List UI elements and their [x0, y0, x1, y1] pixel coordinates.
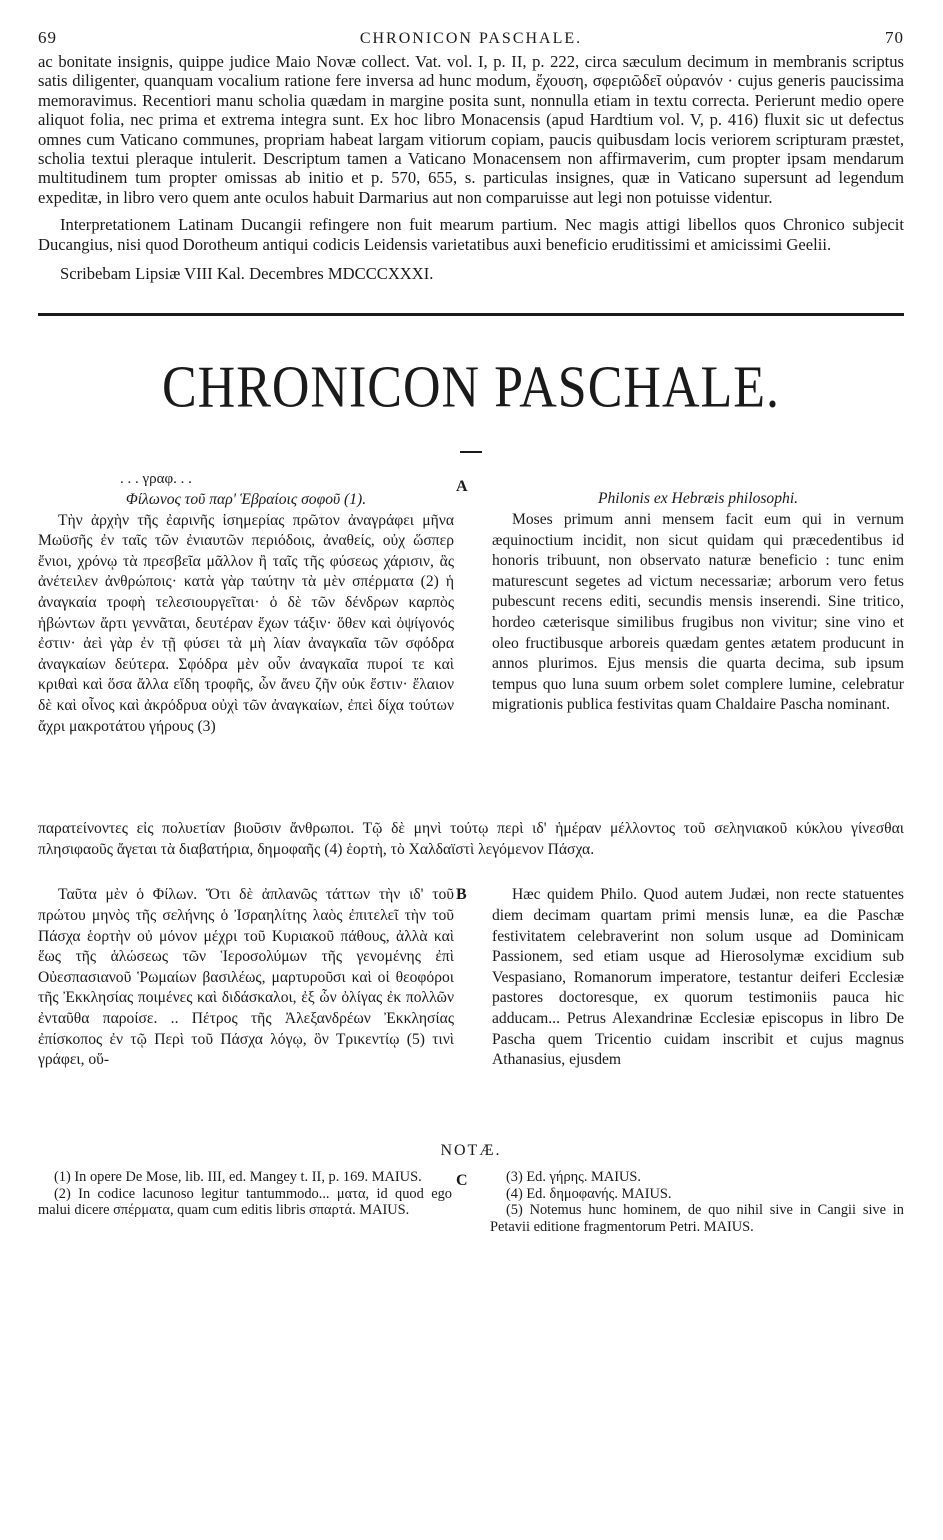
latin-column-top [492, 489, 904, 716]
margin-marker-a: A [456, 478, 468, 496]
latin-paragraph-2: Hæc quidem Philo. Quod autem Judæi, non recte statuentes diem decimam quartam primi mensis lunæ, ea die Paschæ festivitatem celebraverint non solum usque ad Dominicam Passionem, sed etiam usque ad Hierosolymæ excidium sub Vespasiano, Romanorum imperatore, testantur deiferi Ecclesiæ pastores doctoresque, ex quorum testimoniis pauca hic adducam... Petrus Alexandrinæ Ecclesiæ episcopus in libro De Pascha quem Tricentio cuidam inscribit et cujus magnus Athanasius, ejusdem [492, 886, 904, 1069]
notes-left [38, 1169, 452, 1219]
greek-lacuna: . . . γραφ. . . [120, 471, 192, 488]
intro-section [38, 52, 904, 283]
greek-heading: Φίλωνος τοῦ παρ' Ἑβραίοις σοφοῦ (1). [125, 491, 367, 509]
running-header [38, 28, 904, 52]
note-1: (1) In opere De Mose, lib. III, ed. Mangey t. II, p. 169. MAIUS. [54, 1169, 422, 1186]
greek-column-bottom [38, 885, 454, 1070]
section-divider [38, 313, 904, 316]
page-number-right: 70 [884, 28, 904, 47]
note-2: (2) In codice lacunoso legitur tantummodo... ματα, id quod ego malui dicere σπέρματα, quam cum editis libris σπαρτά. MAIUS. [38, 1185, 452, 1219]
latin-column-bottom [492, 885, 904, 1070]
greek-full-width [38, 819, 904, 860]
margin-marker-c: C [456, 1172, 468, 1190]
note-5: (5) Notemus hunc hominem, de quo nihil sive in Cangii sive in Petavii editione fragmentorum Petri. MAIUS. [490, 1202, 904, 1235]
running-title: CHRONICON PASCHALE. [359, 30, 583, 47]
main-title: CHRONICON PASCHALE. [161, 355, 781, 421]
notes-right [490, 1169, 904, 1235]
notes-title: NOTÆ. [440, 1142, 502, 1160]
greek-column-top [38, 469, 454, 737]
title-dash [460, 451, 482, 453]
intro-date-line: Scribebam Lipsiæ VIII Kal. Decembres MDCCCXXXI. [60, 264, 434, 284]
margin-marker-b: B [456, 886, 467, 904]
greek-paragraph-2: Ταῦτα μὲν ὁ Φίλων. Ὅτι δὲ ἀπλανῶς τάττων τὴν ιδ' τοῦ πρώτου μηνὸς τῆς σελήνης ὁ Ἰσραηλίτης λαὸς ἐπιτελεῖ τὴν τοῦ Πάσχα ἑορτὴν οὐ μόνον μέχρι τοῦ Κυριακοῦ πάθους, ἀλλὰ καὶ ἕως τῆς ἁλώσεως τῶν Ἱεροσολύμων τῆς γενομένης ἐπὶ Οὐεσπασιανοῦ Ῥωμαίων βασιλέως, μαρτυροῦσι καὶ οἱ θεοφόροι τῆς Ἐκκλησίας ποιμένες καὶ διδάσκαλοι, ἐξ ὧν ὀλίγας ἐκ πολλῶν ἐνταῦθα παροίσε. .. Πέτρος τῆς Ἀλεξανδρέων Ἐκκλησίας ἐπίσκοπος ἐν τῷ Περὶ τοῦ Πάσχα λόγῳ, ὃν Τρικεντίῳ (5) τινὶ γράφει, οὕ- [38, 886, 454, 1069]
note-3: (3) Ed. γήρης. MAIUS. [506, 1169, 642, 1186]
intro-paragraph-2: Interpretationem Latinam Ducangii refingere non fuit mearum partium. Nec magis attigi libellos quos Chronico subjecit Ducangius, nisi quod Dorotheum antiqui codicis Leidensis varietatibus auxi beneficio eruditissimi et amicissimi Geelii. [38, 215, 904, 254]
page-number-left: 69 [38, 28, 57, 47]
page [38, 28, 904, 1235]
greek-full-width-text: παρατείνοντες εἰς πολυετίαν βιοῦσιν ἄνθρωποι. Τῷ δὲ μηνὶ τούτῳ περὶ ιδ' ἡμέραν μέλλοντος τοῦ σεληνιακοῦ κύκλου γίνεσθαι πλησιφαοῦς ἄγεται τὰ διαβατήρια, δημοφαῆς (4) ἑορτὴ, τὸ Χαλδαϊστὶ λεγόμενον Πάσχα. [38, 820, 904, 859]
latin-paragraph-1: Moses primum anni mensem facit eum qui in vernum æquinoctium incidit, non sicut quidam qui præcedentibus id honoris tribuunt, non observato naturæ beneficio : tunc enim maturescunt segetes ad victum necessariæ; arborum vero fetus pubescunt recens editi, secundis mensis inserendi. Sine tritico, hordeo cæterisque similibus frugibus non vivitur; sine vino et oleo fructibusque arboreis quædam gentes ætatem producunt in annos plurimos. Ejus mensis die quarta decima, sub ipsum tempus quo luna suum orbem solet complere lumine, celebratur migrationis publica festivitas quam Chaldaire Pascha nominant. [492, 511, 904, 714]
note-4: (4) Ed. δημοφανής. MAIUS. [506, 1185, 672, 1202]
greek-paragraph-1: Τὴν ἀρχὴν τῆς ἐαρινῆς ἰσημερίας πρῶτον ἀναγράφει μῆνα Μωϋσῆς ἐν ταῖς τῶν ἐνιαυτῶν περιόδοις, ἀναθείς, οὐχ ὥσπερ ἔνιοι, χρόνῳ τὰ πρεσβεῖα μᾶλλον ἢ ταῖς τῆς φύσεως χάρισιν, ἃς ἀνέτειλεν ἀνθρώποις· κατὰ γὰρ ταύτην τὰ μὲν σπέρματα (2) ἡ ἀναγκαία τροφὴ τελεσιουργεῖται· ὁ δὲ τῶν δένδρων καρπὸς ἡβώντων ἄρτι γεννᾶται, δευτέραν ἔχων τάξιν· ὅθεν καὶ ὀψίγονός ἐστιν· ἀεὶ γὰρ ἐν τῇ φύσει τὰ μὴ λίαν ἀναγκαῖα τῶν σφόδρα ἀναγκαίων δεύτερα. Σφόδρα μὲν οὖν ἀναγκαῖα πυροί τε καὶ κριθαὶ καὶ ὅσα ἄλλα εἴδη τροφῆς, ὧν ἄνευ ζῆν οὐκ ἔστιν· ἔλαιον δὲ καὶ οἶνος καὶ ἀκρόδρυα οὐχὶ τῶν ἀναγκαίων, ἐπεὶ δίχα τούτων ἄχρι μακροτάτου γήρους (3) [38, 511, 454, 735]
intro-paragraph-1: ac bonitate insignis, quippe judice Maio Novæ collect. Vat. vol. I, p. II, p. 222, circa sæculum decimum in membranis scriptus satis diligenter, quanquam vocalium ratione fere inversa ad hunc modum, ἔχουση, σφεριῶδεῖ οὐρανόν · cujus generis paucissima memoravimus. Recentiori manu scholia quædam in margine posita sunt, nonnulla etiam in textu correcta. Perierunt medio opere aliquot folia, nec prima et extrema integra sunt. Ex hoc libro Monacensis (apud Hardtium vol. V, p. 416) fluxit sic ut defectus omnes cum Vaticano communes, propriam habeat largam vitiorum copiam, paucis quibusdam locis veriorem scripturam præstet, scholia textui pleraque intulerit. Descriptum tamen a Vaticano Monacensem non affirmaverim, cum propter ipsam mendarum multitudinem tum propter omissas ab initio et p. 570, 655, s. particulas insignes, quæ in Vaticano supersunt ad legendum expeditæ, in libro vero quem ante oculos habuit Darmarius aut non comparuisse aut legi non potuisse videntur. [38, 52, 904, 207]
latin-heading: Philonis ex Hebræis philosophi. [597, 490, 799, 508]
